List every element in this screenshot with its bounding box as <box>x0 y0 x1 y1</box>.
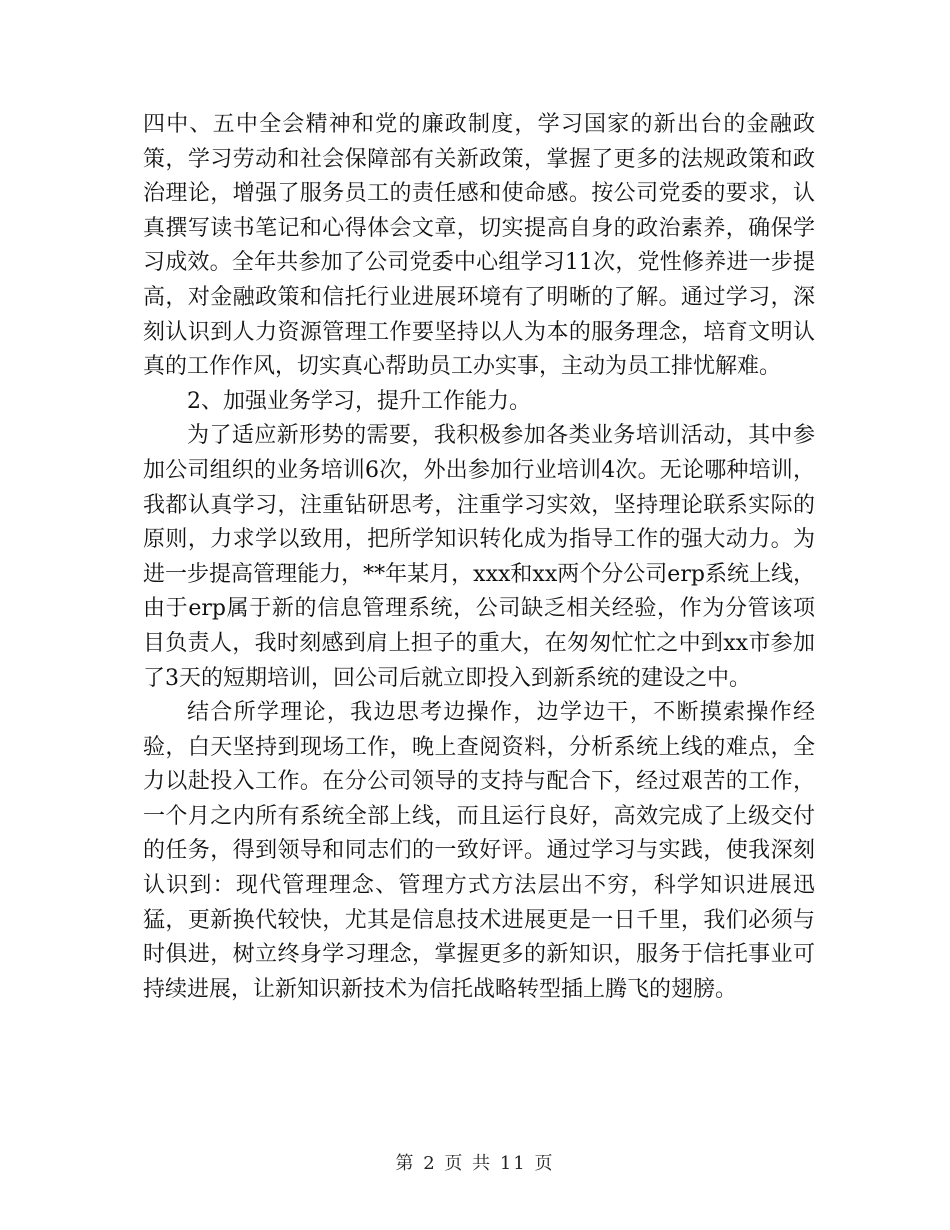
paragraph-4: 结合所学理论，我边思考边操作，边学边干，不断摸索操作经验，白天坚持到现场工作，晚上查阅资料，分析系统上线的难点，全力以赴投入工作。在分公司领导的支持与配合下，经过艰苦的工作，一个月之内所有系统全部上线，而且运行良好，高效完成了上级交付的任务，得到领导和同志们的一致好评。通过学习与实践，使我深刻认识到：现代管理理念、管理方式方法层出不穷，科学知识进展迅猛，更新换代较快，尤其是信息技术进展更是一日千里，我们必须与时俱进，树立终身学习理念，掌握更多的新知识，服务于信托事业可持续进展，让新知识新技术为信托战略转型插上腾飞的翅膀。 <box>143 700 815 1002</box>
paragraph-3: 为了适应新形势的需要，我积极参加各类业务培训活动，其中参加公司组织的业务培训6次，外出参加行业培训4次。无论哪种培训，我都认真学习，注重钻研思考，注重学习实效，坚持理论联系实际的原则，力求学以致用，把所学知识转化成为指导工作的强大动力。为进一步提高管理能力，**年某月，xxx和xx两个分公司erp系统上线，由于erp属于新的信息管理系统，公司缺乏相关经验，作为分管该项目负责人，我时刻感到肩上担子的重大，在匆匆忙忙之中到xx市参加了3天的短期培训，回公司后就立即投入到新系统的建设之中。 <box>143 423 815 691</box>
paragraph-1: 四中、五中全会精神和党的廉政制度，学习国家的新出台的金融政策，学习劳动和社会保障部有关新政策，掌握了更多的法规政策和政治理论，增强了服务员工的责任感和使命感。按公司党委的要求，认真撰写读书笔记和心得体会文章，切实提高自身的政治素养，确保学习成效。全年共参加了公司党委中心组学习11次，党性修养进一步提高，对金融政策和信托行业进展环境有了明晰的了解。通过学习，深刻认识到人力资源管理工作要坚持以人为本的服务理念，培育文明认真的工作作风，切实真心帮助员工办实事，主动为员工排忧解难。 <box>143 112 815 380</box>
paragraph-2-heading: 2、加强业务学习，提升工作能力。 <box>187 388 531 414</box>
page-number-footer: 第 2 页 共 11 页 <box>395 1153 555 1174</box>
document-body <box>143 108 815 1007</box>
